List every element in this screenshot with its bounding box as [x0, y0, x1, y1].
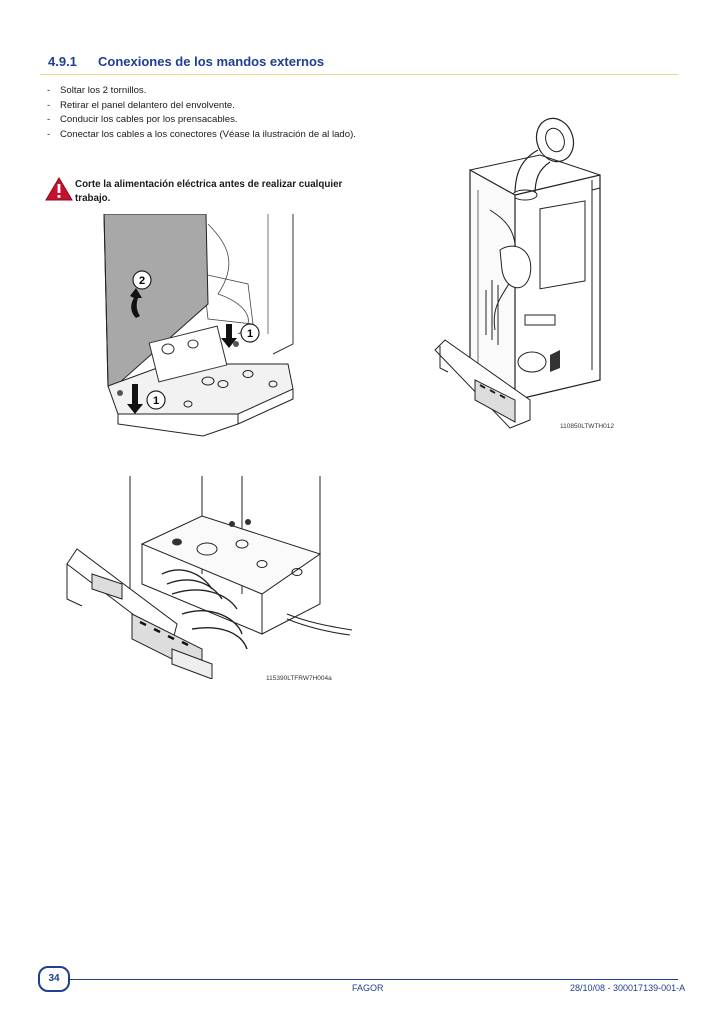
- list-item: - Retirar el panel delantero del envolvente.: [45, 99, 357, 114]
- step-marker-1: [241, 324, 259, 342]
- list-item: - Soltar los 2 tornillos.: [45, 84, 357, 99]
- step-marker-2: [133, 271, 151, 289]
- warning-triangle-icon: [45, 176, 73, 202]
- cable-routing-illustration: [62, 474, 352, 679]
- list-item: - Conectar los cables a los conectores (Véase la ilustración de al lado).: [45, 128, 357, 143]
- figure-code: 110850LTWTH012: [560, 423, 614, 430]
- page-number: 34: [38, 966, 70, 992]
- svg-text:1: 1: [246, 328, 254, 340]
- warning-note: [45, 174, 365, 214]
- footer-brand: FAGOR: [352, 983, 384, 993]
- open-boiler-illustration: [420, 100, 620, 430]
- figure-code: 115390LTFRW7H004a: [266, 675, 332, 682]
- step-marker-1: [147, 391, 165, 409]
- panel-removal-illustration: [98, 214, 308, 440]
- instruction-list: [45, 84, 357, 142]
- svg-text:1: 1: [152, 395, 160, 407]
- section-header: [40, 52, 678, 75]
- section-number: 4.9.1: [48, 54, 77, 69]
- footer-rule: [40, 979, 678, 980]
- warning-text: Corte la alimentación eléctrica antes de realizar cualquier trabajo.: [75, 179, 343, 204]
- svg-text:2: 2: [138, 275, 146, 287]
- section-title: Conexiones de los mandos externos: [98, 54, 325, 69]
- footer-reference: 28/10/08 - 300017139-001-A: [570, 983, 686, 993]
- list-item: - Conducir los cables por los prensacables.: [45, 113, 357, 128]
